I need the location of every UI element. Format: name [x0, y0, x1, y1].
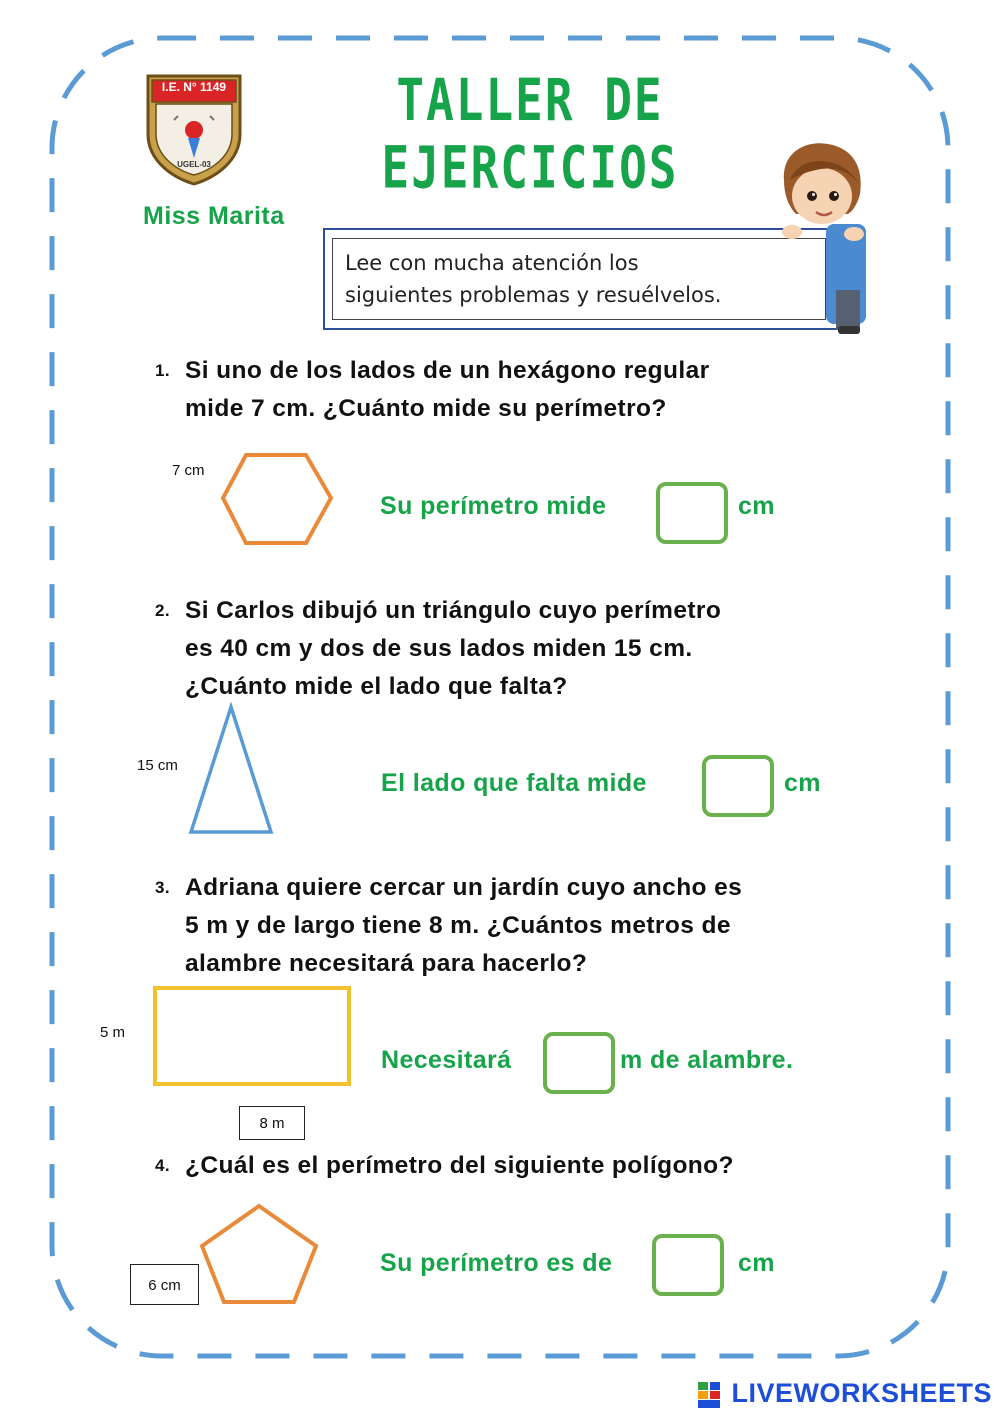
teacher-name: Miss Marita	[143, 202, 285, 230]
instructions-line-1: Lee con mucha atención los	[345, 251, 639, 275]
triangle-shape	[186, 702, 276, 838]
question-4	[155, 1147, 855, 1185]
rectangle-width-label: 5 m	[100, 1024, 126, 1041]
logo-subtext: UGEL-03	[177, 160, 211, 169]
answer-2-input[interactable]	[702, 755, 774, 817]
page-title: TALLER DE EJERCICIOS	[381, 66, 679, 201]
answer-4-input[interactable]	[652, 1234, 724, 1296]
answer-1-input[interactable]	[656, 482, 728, 544]
pentagon-shape	[196, 1200, 322, 1308]
question-text-line: ¿Cuál es el perímetro del siguiente polígono?	[185, 1152, 734, 1179]
question-text-line: 5 m y de largo tiene 8 m. ¿Cuántos metros de	[185, 912, 731, 939]
hexagon-shape	[218, 450, 338, 550]
question-text-line: Adriana quiere cercar un jardín cuyo ancho es	[185, 874, 743, 901]
question-number: 4.	[155, 1156, 170, 1175]
answer-1-unit: cm	[738, 492, 775, 520]
question-1	[155, 352, 855, 428]
question-text-line: mide 7 cm. ¿Cuánto mide su perímetro?	[185, 395, 667, 422]
answer-1-prefix: Su perímetro mide	[380, 492, 607, 520]
question-number: 1.	[155, 361, 170, 380]
answer-2-unit: cm	[784, 769, 821, 797]
question-text-line: ¿Cuánto mide el lado que falta?	[185, 673, 568, 700]
question-3	[155, 869, 855, 983]
rectangle-shape	[153, 986, 351, 1086]
instructions-line-2: siguientes problemas y resuélvelos.	[345, 283, 722, 307]
logo-text: I.E. N° 1149	[161, 80, 227, 94]
boy-illustration	[776, 140, 872, 340]
question-text-line: alambre necesitará para hacerlo?	[185, 950, 588, 977]
question-2	[155, 592, 855, 706]
question-number: 2.	[155, 601, 170, 620]
answer-2-prefix: El lado que falta mide	[381, 769, 647, 797]
answer-3-unit: m de alambre.	[620, 1046, 794, 1074]
question-text-line: Si Carlos dibujó un triángulo cuyo perímetro	[185, 597, 722, 624]
question-number: 3.	[155, 878, 170, 897]
hexagon-side-label: 7 cm	[172, 462, 205, 479]
question-text-line: Si uno de los lados de un hexágono regular	[185, 357, 710, 384]
answer-3-prefix: Necesitará	[381, 1046, 512, 1074]
triangle-side-label: 15 cm	[137, 757, 178, 774]
footer-brand[interactable]: LIVEWORKSHEETS	[731, 1378, 992, 1408]
question-text-line: es 40 cm y dos de sus lados miden 15 cm.	[185, 635, 693, 662]
instructions-box	[332, 238, 826, 320]
rectangle-length-label: 8 m	[239, 1106, 305, 1140]
pentagon-side-label: 6 cm	[130, 1264, 199, 1305]
answer-3-input[interactable]	[543, 1032, 615, 1094]
answer-4-unit: cm	[738, 1249, 775, 1277]
liveworksheets-logo-icon	[698, 1382, 720, 1408]
answer-4-prefix: Su perímetro es de	[380, 1249, 613, 1277]
